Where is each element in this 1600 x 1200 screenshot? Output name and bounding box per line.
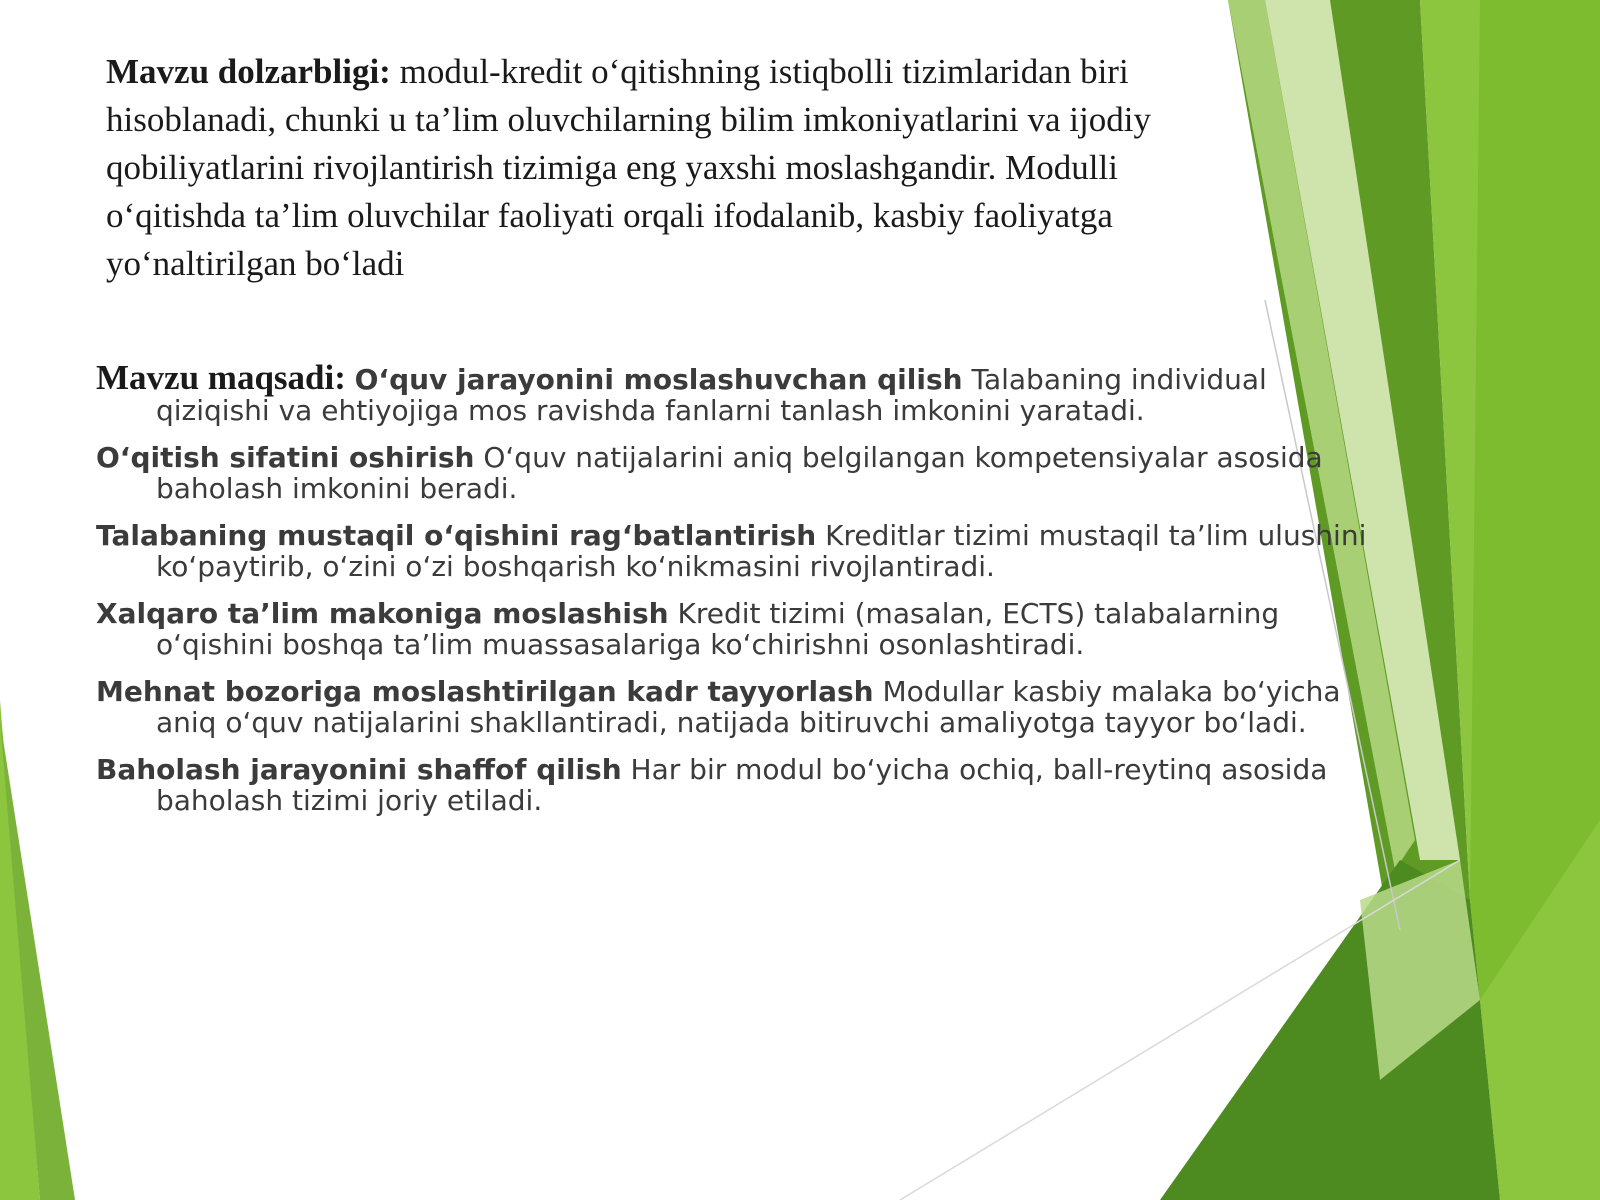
aim-title: Baholash jarayonini shaffof qilish <box>96 753 622 786</box>
aim-title: Xalqaro ta’lim makoniga moslashish <box>96 597 669 630</box>
aim-text: Talabaning individual qiziqishi va ehtiyojiga mos ravishda fanlarni tanlash imkonini yaratadi. <box>156 363 1267 427</box>
aim-title: Talabaning mustaqil o‘qishini rag‘batlantirish <box>96 519 817 552</box>
relevance-text: modul-kredit o‘qitishning istiqbolli tizimlaridan biri hisoblanadi, chunki u ta’lim oluvchilarning bilim imkoniyatlarini va ijodiy qobiliyatlarini rivojlantirish tizimiga eng yaxshi moslashgandir. Modulli o‘qitishda ta’lim oluvchilar faoliyati orqali ifodalanib, kasbiy faoliyatga yo‘naltirilgan bo‘ladi <box>106 52 1151 283</box>
aim-title: Mehnat bozoriga moslashtirilgan kadr tayyorlash <box>96 675 874 708</box>
aim-text: O‘quv natijalarini aniq belgilangan kompetensiyalar asosida baholash imkonini beradi. <box>156 441 1323 505</box>
aim-text: Har bir modul bo‘yicha ochiq, ball-reytinq asosida baholash tizimi joriy etiladi. <box>156 753 1328 817</box>
aim-item <box>96 358 1386 427</box>
aim-item <box>96 754 1386 816</box>
relevance-lead: Mavzu dolzarbligi: <box>106 52 391 91</box>
aim-title: O‘qitish sifatini oshirish <box>96 441 475 474</box>
aim-item <box>96 520 1386 582</box>
aim-item <box>96 598 1386 660</box>
aims-list <box>96 358 1386 832</box>
aim-text: Kredit tizimi (masalan, ECTS) talabalarning o‘qishini boshqa ta’lim muassasalariga ko‘chirishni osonlashtiradi. <box>156 597 1280 661</box>
aim-text: Kreditlar tizimi mustaqil ta’lim ulushini ko‘paytirib, o‘zini o‘zi boshqarish ko‘nikmasini rivojlantiradi. <box>156 519 1367 583</box>
aim-text: Modullar kasbiy malaka bo‘yicha aniq o‘quv natijalarini shakllantiradi, natijada bitiruvchi amaliyotga tayyor bo‘ladi. <box>156 675 1341 739</box>
aim-item <box>96 676 1386 738</box>
aims-lead: Mavzu maqsadi: <box>96 358 355 397</box>
relevance-paragraph <box>106 48 1216 288</box>
aim-item <box>96 442 1386 504</box>
aim-title: O‘quv jarayonini moslashuvchan qilish <box>354 363 963 396</box>
